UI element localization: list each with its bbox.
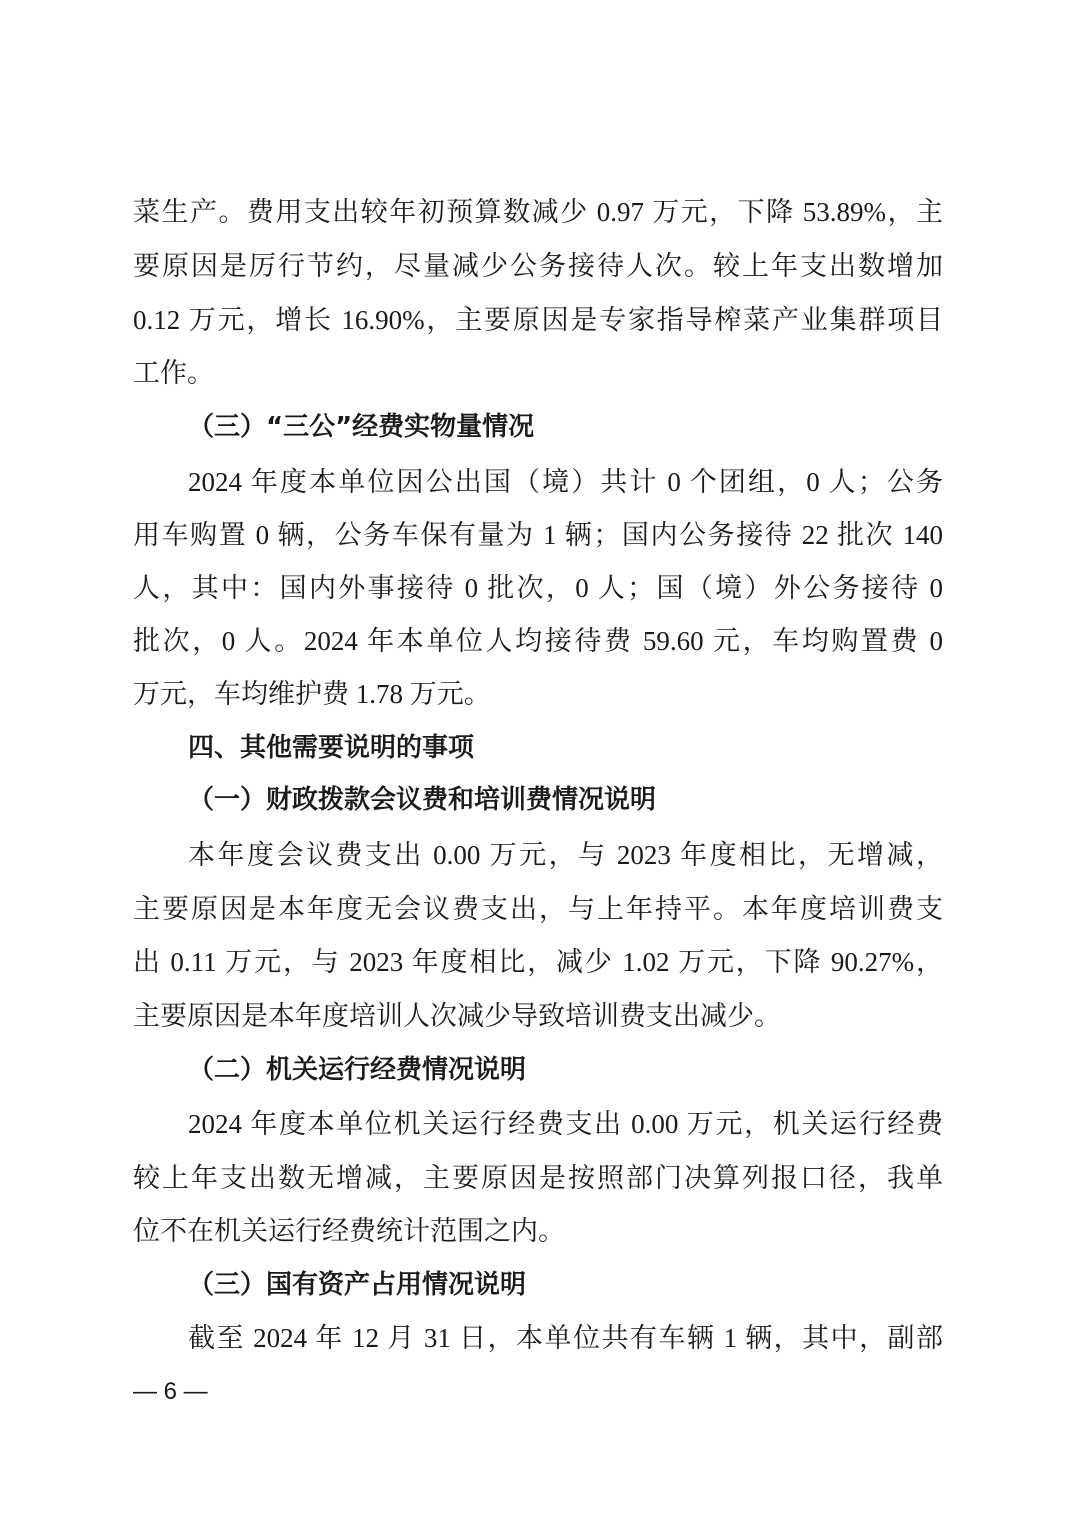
body-text-line: 批次，0 人。2024 年本单位人均接待费 59.60 元，车均购置费 0 bbox=[133, 626, 943, 656]
section-heading: （三）国有资产占用情况说明 bbox=[188, 1270, 527, 1300]
body-text-line: 要原因是厉行节约，尽量减少公务接待人次。较上年支出数增加 bbox=[133, 251, 943, 281]
body-text-line: 工作。 bbox=[133, 358, 214, 388]
body-text-line: 2024 年度本单位因公出国（境）共计 0 个团组，0 人；公务 bbox=[188, 467, 943, 497]
body-text-line: 主要原因是本年度无会议费支出，与上年持平。本年度培训费支 bbox=[133, 894, 943, 924]
chapter-heading: 四、其他需要说明的事项 bbox=[188, 733, 475, 763]
section-heading: （二）机关运行经费情况说明 bbox=[188, 1055, 527, 1085]
body-text-line: 出 0.11 万元，与 2023 年度相比，减少 1.02 万元，下降 90.27%， bbox=[133, 947, 943, 977]
section-heading: （一）财政拨款会议费和培训费情况说明 bbox=[188, 785, 657, 815]
body-text-line: 主要原因是本年度培训人次减少导致培训费支出减少。 bbox=[133, 1001, 781, 1031]
body-text-line: 位不在机关运行经费统计范围之内。 bbox=[133, 1216, 565, 1246]
body-text-line: 较上年支出数无增减，主要原因是按照部门决算列报口径，我单 bbox=[133, 1163, 943, 1193]
page-number: — 6 — bbox=[133, 1378, 208, 1405]
body-text-line: 用车购置 0 辆，公务车保有量为 1 辆；国内公务接待 22 批次 140 bbox=[133, 520, 943, 550]
body-text-line: 截至 2024 年 12 月 31 日，本单位共有车辆 1 辆，其中，副部 bbox=[188, 1323, 943, 1353]
body-text-line: 0.12 万元，增长 16.90%，主要原因是专家指导榨菜产业集群项目 bbox=[133, 305, 943, 335]
section-heading: （三）“三公”经费实物量情况 bbox=[188, 412, 535, 442]
body-text-line: 人，其中：国内外事接待 0 批次，0 人；国（境）外公务接待 0 bbox=[133, 573, 943, 603]
body-text-line: 本年度会议费支出 0.00 万元，与 2023 年度相比，无增减， bbox=[188, 840, 943, 870]
body-text-line: 万元，车均维护费 1.78 万元。 bbox=[133, 679, 491, 709]
body-text-line: 菜生产。费用支出较年初预算数减少 0.97 万元，下降 53.89%，主 bbox=[133, 197, 943, 227]
body-text-line: 2024 年度本单位机关运行经费支出 0.00 万元，机关运行经费 bbox=[188, 1109, 943, 1139]
